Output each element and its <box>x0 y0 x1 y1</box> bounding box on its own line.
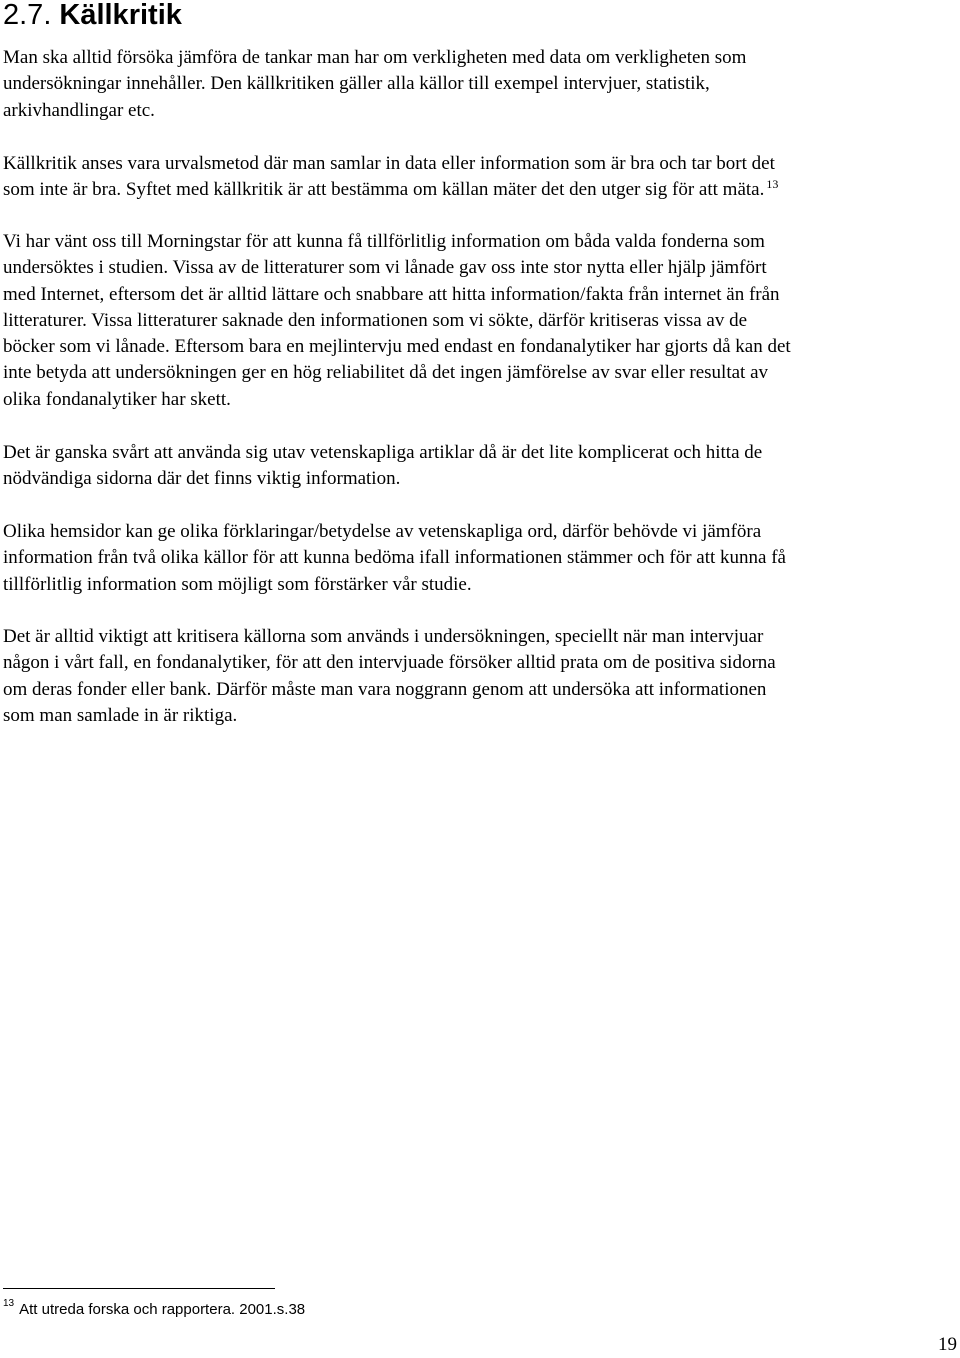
section-title: Källkritik <box>59 0 182 31</box>
paragraph-line: olika fondanalytiker har skett. <box>3 388 231 410</box>
footnote-separator <box>3 1288 275 1289</box>
paragraph-line: Det är ganska svårt att använda sig utav vetenskapliga artiklar då är det lite komplicerat och hitta de <box>3 442 763 463</box>
page-number: 19 <box>938 1334 957 1355</box>
section-number: 2.7. <box>3 0 52 31</box>
paragraph-line-text: som inte är bra. Syftet med källkritik är att bestämma om källan mäter det den utger sig för att mäta. <box>3 179 765 201</box>
paragraph-line: arkivhandlingar etc. <box>3 99 155 121</box>
paragraph-3 <box>3 229 955 413</box>
paragraph-line: Det är alltid viktigt att kritisera källorna som används i undersökningen, speciellt när man intervjuar <box>3 626 764 647</box>
paragraph-line: information från två olika källor för att kunna bedöma ifall informationen stämmer och för att kunna få <box>3 547 786 569</box>
paragraph-line: med Internet, eftersom det är alltid lättare och snabbare att hitta information/fakta från internet än från <box>3 283 780 305</box>
paragraph-line: Källkritik anses vara urvalsmetod där man samlar in data eller information som är bra och tar bort det <box>3 153 775 174</box>
footnote-reference[interactable]: 13 <box>766 177 779 192</box>
paragraph-line: nödvändiga sidorna där det finns viktig information. <box>3 468 401 490</box>
paragraph-line: böcker som vi lånade. Eftersom bara en mejlintervju med endast en fondanalytiker har gjorts då kan det <box>3 336 791 358</box>
paragraph-1 <box>3 45 955 124</box>
paragraph-line: någon i vårt fall, en fondanalytiker, för att den intervjuade försöker alltid prata om de positiva sidorna <box>3 652 776 674</box>
paragraph-4 <box>3 440 955 493</box>
footnote <box>3 1298 305 1322</box>
paragraph-line: litteraturer. Vissa litteraturer saknade den informationen som vi sökte, därför kritiseras vissa av de <box>3 309 748 331</box>
paragraph-line: tillförlitlig information som möjligt som förstärker vår studie. <box>3 573 472 595</box>
footnote-text: Att utreda forska och rapportera. 2001.s.38 <box>19 1301 306 1318</box>
paragraph-2 <box>3 151 955 204</box>
paragraph-line: inte betyda att undersökningen ger en hög reliabilitet då det ingen jämförelse av svar eller resultat av <box>3 362 769 384</box>
paragraph-6 <box>3 624 955 729</box>
paragraph-5 <box>3 519 955 598</box>
paragraph-line: om deras fonder eller bank. Därför måste man vara noggrann genom att undersöka att informationen <box>3 678 767 700</box>
footnote-mark: 13 <box>3 1298 15 1309</box>
paragraph-line: undersökningar innehåller. Den källkritiken gäller alla källor till exempel intervjuer, statistik, <box>3 73 710 95</box>
paragraph-line: Man ska alltid försöka jämföra de tankar man har om verkligheten med data om verkligheten som <box>3 47 747 68</box>
paragraph-line <box>3 177 955 203</box>
paragraph-line: undersöktes i studien. Vissa av de litteraturer som vi lånade gav oss inte stor nytta eller hjälp jämfört <box>3 257 767 279</box>
section-heading <box>3 0 182 32</box>
paragraph-line: Olika hemsidor kan ge olika förklaringar/betydelse av vetenskapliga ord, därför behövde vi jämföra <box>3 521 762 542</box>
paragraph-line: Vi har vänt oss till Morningstar för att kunna få tillförlitlig information om båda valda fonderna som <box>3 231 765 252</box>
paragraph-line: som man samlade in är riktiga. <box>3 704 238 726</box>
